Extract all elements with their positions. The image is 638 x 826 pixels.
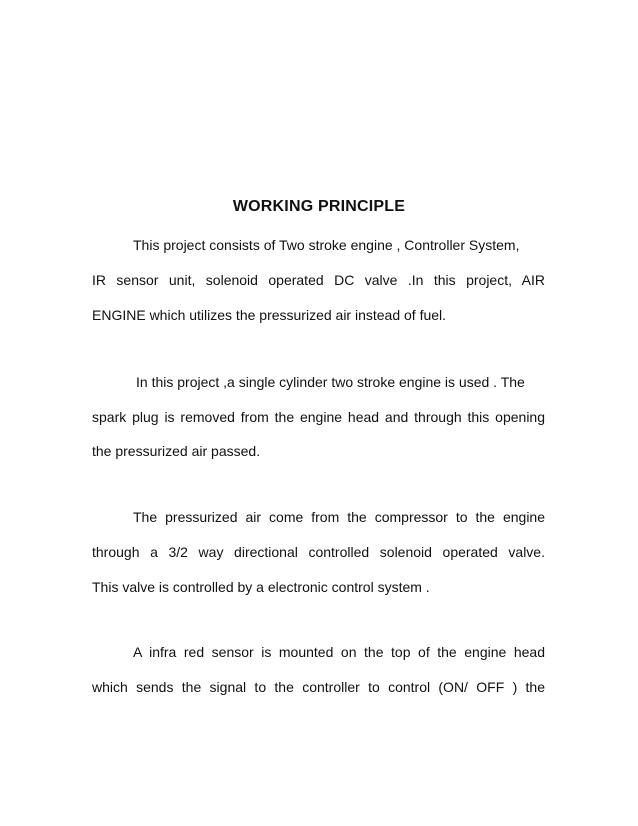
paragraph-3-line-2: through a 3/2 way directional controlled solenoid operated valve. [92,544,545,560]
paragraph-2-line-1: In this project ,a single cylinder two stroke engine is used . The [136,374,525,390]
paragraph-2-line-2: spark plug is removed from the engine head and through this opening [92,409,545,425]
paragraph-4-line-1: A infra red sensor is mounted on the top of the engine head [133,644,545,660]
paragraph-3-line-3: This valve is controlled by a electronic control system . [92,579,430,595]
paragraph-1-line-2: IR sensor unit, solenoid operated DC valve .In this project, AIR [92,272,545,288]
paragraph-4-line-2: which sends the signal to the controller to control (ON/ OFF ) the [92,679,545,695]
paragraph-3-line-1: The pressurized air come from the compressor to the engine [133,509,545,525]
paragraph-1-line-3: ENGINE which utilizes the pressurized air instead of fuel. [92,307,447,323]
paragraph-2-line-3: the pressurized air passed. [92,443,261,459]
paragraph-1-line-1: This project consists of Two stroke engine , Controller System, [133,237,520,253]
page-title: WORKING PRINCIPLE [232,198,406,215]
